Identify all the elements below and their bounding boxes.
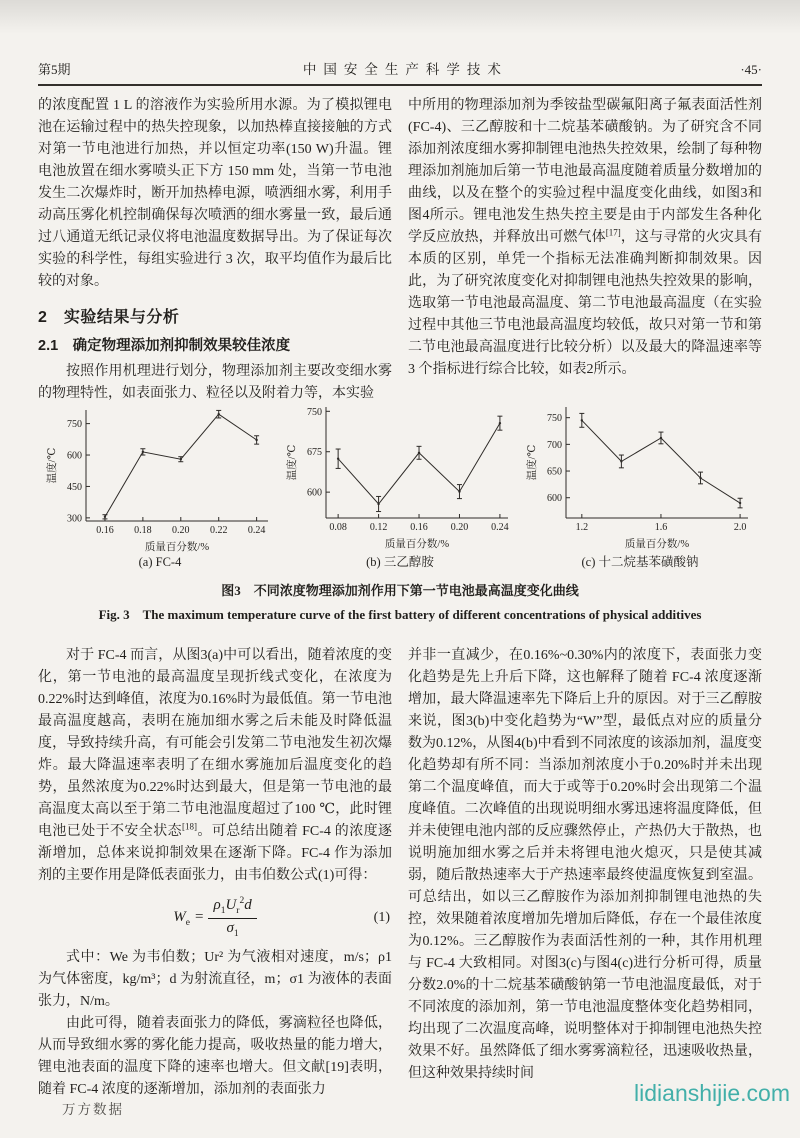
line-chart-fc4 <box>44 403 276 553</box>
svg-text:600: 600 <box>307 487 322 499</box>
citation-18: [18] <box>182 821 198 832</box>
svg-text:0.20: 0.20 <box>172 525 190 536</box>
svg-text:温度/℃: 温度/℃ <box>527 444 538 481</box>
svg-text:750: 750 <box>67 419 82 431</box>
paragraph-fc4-text: 对于 FC-4 而言，从图3(a)中可以看出，随着浓度的变化，第一节电池的最高温度呈现折线式变化，在浓度为0.22%时达到峰值，浓度为0.16%时为最低值。第一节电池最高温度越高，表明在施加细水雾之后未能及时降低温度，导致持续升高，有可能会引发第二节电池发生初次爆炸。最大降温速率表明了在细水雾施加后温度变化的趋势，虽然浓度为0.22%时达到最大，但是第一节电池的最高温度太高以至于第二节电池温度超过了100 ℃，此时锂电池已处于不安全状态 <box>38 648 392 839</box>
wanfang-watermark: 万方数据 <box>62 1102 124 1117</box>
chart-panel-a <box>44 403 276 570</box>
svg-text:0.12: 0.12 <box>369 522 388 533</box>
svg-text:1.2: 1.2 <box>575 522 589 533</box>
equals-sign: = <box>195 909 204 926</box>
figure-caption-en: Fig. 3 The maximum temperature curve of the first battery of different concentrations of physical additives <box>98 607 702 622</box>
chart-panel-b-label: (b) 三乙醇胺 <box>366 555 434 569</box>
weber-symbol: W <box>173 909 186 926</box>
paragraph-additives <box>408 95 762 381</box>
issue-label: 第5期 <box>38 62 71 77</box>
svg-text:600: 600 <box>67 450 82 462</box>
svg-text:600: 600 <box>547 493 562 505</box>
section-heading-results: 2 实验结果与分析 <box>38 309 180 326</box>
weber-number-formula <box>173 896 256 939</box>
svg-text:0.08: 0.08 <box>329 522 347 533</box>
fraction <box>208 896 256 940</box>
page-header <box>38 58 762 78</box>
paragraph-mechanism: 按照作用机理进行划分，物理添加剂主要改变细水雾的物理特性，如表面张力、粒径以及附着力等，本实验 <box>38 364 392 401</box>
header-divider <box>38 84 762 86</box>
figure-3 <box>38 400 762 623</box>
svg-text:2.0: 2.0 <box>733 522 747 533</box>
page-number: ·45· <box>740 62 762 77</box>
svg-text:300: 300 <box>67 513 82 525</box>
svg-text:450: 450 <box>67 481 82 493</box>
equation-1 <box>38 896 392 940</box>
paragraph-formula-terms: 式中：We 为韦伯数；Ur² 为气液相对速度，m/s；ρ1 为气体密度，kg/m³；d 为射流直径，m；σ1 为液体的表面张力，N/m。 <box>38 949 392 1009</box>
equation-number: (1) <box>373 909 390 925</box>
svg-text:675: 675 <box>307 447 322 459</box>
svg-text:700: 700 <box>547 439 562 451</box>
svg-text:质量百分数/%: 质量百分数/% <box>384 539 450 550</box>
svg-text:0.24: 0.24 <box>247 525 266 536</box>
journal-title: 中国安全生产科学技术 <box>302 62 508 77</box>
svg-text:0.20: 0.20 <box>450 522 469 533</box>
svg-text:0.16: 0.16 <box>410 522 428 533</box>
line-chart-triethanolamine <box>284 400 516 550</box>
svg-text:质量百分数/%: 质量百分数/% <box>144 542 210 553</box>
paragraph-fc4-analysis <box>38 645 392 887</box>
left-column-top <box>38 95 392 405</box>
svg-text:1.6: 1.6 <box>654 522 668 533</box>
right-column-top <box>408 95 762 381</box>
right-column-bottom <box>408 645 762 1085</box>
chart-panel-c <box>524 400 756 570</box>
lidianshijie-watermark: lidianshijie.com <box>634 1080 790 1106</box>
svg-text:750: 750 <box>547 413 562 425</box>
svg-text:温度/℃: 温度/℃ <box>287 444 298 481</box>
weber-subscript: e <box>185 918 191 929</box>
left-column-bottom <box>38 645 392 1101</box>
chart-panel-c-label: (c) 十二烷基苯磺酸钠 <box>581 555 699 569</box>
chart-panel-b <box>284 400 516 570</box>
paragraph-additives-text-cont: ，这与寻常的火灾具有本质的区别，单凭一个指标无法准确判断抑制效果。因此，为了研究浓度变化对抑制锂电池热失控效果的影响，选取第一节电池最高温度、第二节电池最高温度（在实验过程中其他三节电池最高温度均较低，故只对第一节和第二节电池最高温度进行比较分析）以及最大的降温速率等 3 个指标进行综合比较，如表2所示。 <box>408 230 762 377</box>
line-chart-sdbs <box>524 400 756 550</box>
subsection-heading-concentration: 2.1 确定物理添加剂抑制效果较佳浓度 <box>38 338 291 354</box>
figure-3-charts-row <box>38 400 762 570</box>
svg-text:650: 650 <box>547 466 562 478</box>
paragraph-fc4-text-cont: 。可总结出随着 FC-4 的浓度逐渐增加，总体来说抑制效果在逐渐下降。FC-4 作为添加剂的主要作用是降低表面张力，由韦伯数公式(1)可得： <box>38 824 393 883</box>
fraction-denominator: $\sigma_1$ <box>226 919 239 939</box>
paragraph-experiment-setup: 的浓度配置 1 L 的溶液作为实验所用水源。为了模拟锂电池在运输过程中的热失控现象，以加热棒直接接触的方式对第一节电池进行加热，并以恒定功率(150 W)升温。锂电池放置在细水雾喷头正下方 150 mm 处，当第一节电池发生二次爆炸时，断开加热棒电源，喷洒细水雾，利用手动高压雾化机控制确保每次喷洒的细水雾量一致，最后通过八通道无纸记录仪将电池温度数据导出。为了保证每次实验的科学性，每组实验进行 3 次，取平均值作为最后比较的对象。 <box>38 98 392 289</box>
paragraph-concentration-analysis: 并非一直减少，在0.16%~0.30%内的浓度下，表面张力变化趋势是先上升后下降，这也解释了随着 FC-4 浓度逐渐增加，最大降温速率先下降后上升的原因。对于三乙醇胺来说，图3(b)中变化趋势为“W”型，最低点对应的质量分数为0.12%，从图4(b)中看到不同浓度的该添加剂，温度变化趋势却有所不同：当添加剂浓度小于0.20%时并未出现第二个温度峰值，而大于或等于0.20%时会出现第二个温度峰值。二次峰值的出现说明细水雾迅速将温度降低，但并未使锂电池内部的反应骤然停止，产热仍大于散热，也说明施加细水雾之后并未将锂电池火熄灭，只是使其减弱，随后散热速率大于产热速率最终使温度恢复到室温。可总结出，如以三乙醇胺作为添加剂抑制锂电池热的失控，效果随着浓度增加先增加后降低，存在一个最佳浓度为0.12%。三乙醇胺作为表面活性剂的一种，其作用机理与 FC-4 大致相同。对图3(c)与图4(c)进行分析可得，质量分数2.0%的十二烷基苯磺酸钠第一节电池温度最低，对于不同浓度的添加剂，第一节电池温度整体变化趋势相同，均出现了二次温度高峰，说明整体对于抑制锂电池热失控效果不好。虽然降低了细水雾雾滴粒径，迅速吸收热量，但这种效果持续时间 <box>408 648 762 1081</box>
svg-text:0.22: 0.22 <box>209 525 228 536</box>
svg-text:质量百分数/%: 质量百分数/% <box>624 539 690 550</box>
figure-caption-zh: 图3 不同浓度物理添加剂作用下第一节电池最高温度变化曲线 <box>221 583 579 598</box>
svg-text:0.18: 0.18 <box>134 525 152 536</box>
svg-text:0.16: 0.16 <box>96 525 114 536</box>
svg-text:0.24: 0.24 <box>491 522 509 533</box>
citation-17: [17] <box>605 227 621 238</box>
paragraph-surface-tension: 由此可得，随着表面张力的降低，雾滴粒径也降低，从而导致细水雾的雾化能力提高，吸收热量的能力增大，锂电池表面的温度下降的速率也增大。但文献[19]表明，随着 FC-4 浓度的逐渐增加，添加剂的表面张力 <box>38 1015 392 1097</box>
svg-text:温度/℃: 温度/℃ <box>47 447 58 484</box>
svg-text:750: 750 <box>307 406 322 418</box>
chart-panel-a-label: (a) FC-4 <box>138 555 182 569</box>
fraction-numerator: $\rho_1U_r^2d$ <box>208 896 256 919</box>
paragraph-additives-text: 中所用的物理添加剂为季铵盐型碳氟阳离子氟表面活性剂(FC-4)、三乙醇胺和十二烷基苯磺酸钠。为了研究含不同添加剂浓度细水雾抑制锂电池热失控效果，绘制了每种物理添加剂施加后第一节电池最高温度随着质量分数增加的曲线，以及在整个的实验过程中温度变化曲线，如图3和图4所示。锂电池发生热失控主要是由于内部发生各种化学反应放热，并释放出可燃气体 <box>408 98 762 245</box>
